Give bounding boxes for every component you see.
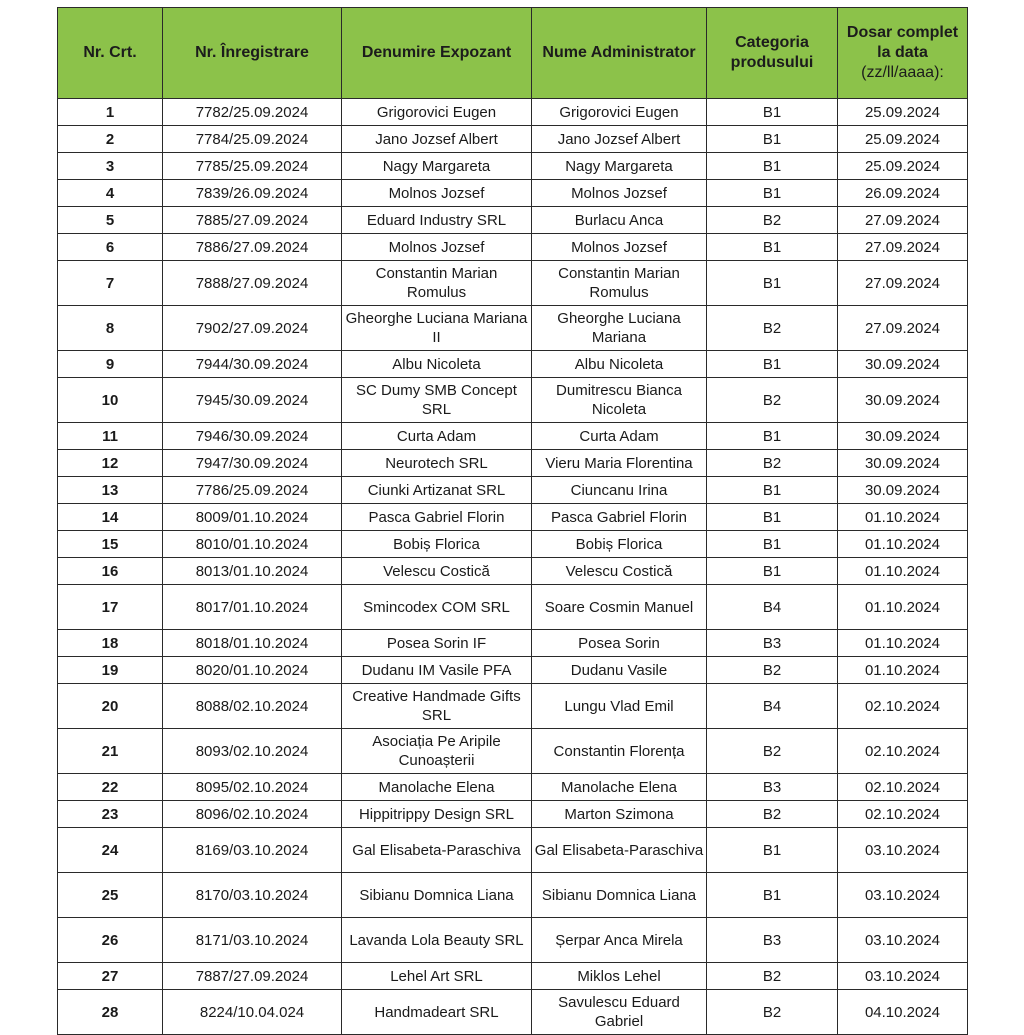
table-row	[58, 126, 968, 153]
row-number-cell: 14	[58, 504, 163, 531]
complete-file-date-cell: 03.10.2024	[838, 828, 968, 873]
administrator-name-cell: Miklos Lehel	[532, 963, 707, 990]
registration-number-cell: 7885/27.09.2024	[163, 207, 342, 234]
table-row	[58, 504, 968, 531]
registration-number-cell: 8224/10.04.024	[163, 990, 342, 1035]
registration-number-cell: 8169/03.10.2024	[163, 828, 342, 873]
table-row	[58, 477, 968, 504]
product-category-cell: B1	[707, 261, 838, 306]
exhibitor-name-cell: Posea Sorin IF	[342, 630, 532, 657]
complete-file-date-cell: 27.09.2024	[838, 261, 968, 306]
exhibitor-name-cell: Handmadeart SRL	[342, 990, 532, 1035]
exhibitor-name-cell: Constantin Marian Romulus	[342, 261, 532, 306]
row-number-cell: 23	[58, 801, 163, 828]
administrator-name-cell: Pasca Gabriel Florin	[532, 504, 707, 531]
administrator-name-cell: Sibianu Domnica Liana	[532, 873, 707, 918]
header-nr-inregistrare: Nr. Înregistrare	[163, 8, 342, 99]
header-categoria: Categoria produsului	[707, 8, 838, 99]
registration-number-cell: 8088/02.10.2024	[163, 684, 342, 729]
registration-number-cell: 8013/01.10.2024	[163, 558, 342, 585]
table-row	[58, 531, 968, 558]
complete-file-date-cell: 03.10.2024	[838, 963, 968, 990]
complete-file-date-cell: 27.09.2024	[838, 234, 968, 261]
exhibitor-name-cell: Grigorovici Eugen	[342, 99, 532, 126]
administrator-name-cell: Manolache Elena	[532, 774, 707, 801]
row-number-cell: 13	[58, 477, 163, 504]
administrator-name-cell: Lungu Vlad Emil	[532, 684, 707, 729]
product-category-cell: B1	[707, 423, 838, 450]
registration-number-cell: 7785/25.09.2024	[163, 153, 342, 180]
exhibitor-name-cell: Velescu Costică	[342, 558, 532, 585]
row-number-cell: 5	[58, 207, 163, 234]
administrator-name-cell: Curta Adam	[532, 423, 707, 450]
row-number-cell: 6	[58, 234, 163, 261]
registration-number-cell: 7947/30.09.2024	[163, 450, 342, 477]
row-number-cell: 3	[58, 153, 163, 180]
exhibitor-name-cell: Neurotech SRL	[342, 450, 532, 477]
registration-number-cell: 8020/01.10.2024	[163, 657, 342, 684]
exhibitor-name-cell: Smincodex COM SRL	[342, 585, 532, 630]
exhibitor-name-cell: Pasca Gabriel Florin	[342, 504, 532, 531]
administrator-name-cell: Savulescu Eduard Gabriel	[532, 990, 707, 1035]
table-row	[58, 873, 968, 918]
table-row	[58, 918, 968, 963]
product-category-cell: B1	[707, 180, 838, 207]
row-number-cell: 12	[58, 450, 163, 477]
exhibitor-name-cell: SC Dumy SMB Concept SRL	[342, 378, 532, 423]
complete-file-date-cell: 25.09.2024	[838, 153, 968, 180]
registration-number-cell: 7887/27.09.2024	[163, 963, 342, 990]
exhibitor-name-cell: Jano Jozsef Albert	[342, 126, 532, 153]
product-category-cell: B4	[707, 684, 838, 729]
product-category-cell: B1	[707, 477, 838, 504]
product-category-cell: B1	[707, 234, 838, 261]
table-row	[58, 180, 968, 207]
header-row	[58, 8, 968, 99]
table-row	[58, 423, 968, 450]
exhibitor-name-cell: Creative Handmade Gifts SRL	[342, 684, 532, 729]
exhibitor-name-cell: Ciunki Artizanat SRL	[342, 477, 532, 504]
registration-number-cell: 8171/03.10.2024	[163, 918, 342, 963]
table-row	[58, 828, 968, 873]
exhibitor-name-cell: Dudanu IM Vasile PFA	[342, 657, 532, 684]
row-number-cell: 15	[58, 531, 163, 558]
administrator-name-cell: Șerpar Anca Mirela	[532, 918, 707, 963]
product-category-cell: B2	[707, 378, 838, 423]
complete-file-date-cell: 01.10.2024	[838, 630, 968, 657]
exhibitor-name-cell: Manolache Elena	[342, 774, 532, 801]
administrator-name-cell: Dudanu Vasile	[532, 657, 707, 684]
row-number-cell: 17	[58, 585, 163, 630]
administrator-name-cell: Nagy Margareta	[532, 153, 707, 180]
administrator-name-cell: Constantin Marian Romulus	[532, 261, 707, 306]
row-number-cell: 19	[58, 657, 163, 684]
row-number-cell: 28	[58, 990, 163, 1035]
row-number-cell: 11	[58, 423, 163, 450]
registration-number-cell: 8010/01.10.2024	[163, 531, 342, 558]
header-nume-administrator: Nume Administrator	[532, 8, 707, 99]
row-number-cell: 21	[58, 729, 163, 774]
product-category-cell: B2	[707, 306, 838, 351]
exhibitor-name-cell: Gheorghe Luciana Mariana II	[342, 306, 532, 351]
registration-number-cell: 7902/27.09.2024	[163, 306, 342, 351]
product-category-cell: B2	[707, 207, 838, 234]
exhibitors-table	[57, 7, 968, 1035]
product-category-cell: B1	[707, 504, 838, 531]
product-category-cell: B4	[707, 585, 838, 630]
administrator-name-cell: Soare Cosmin Manuel	[532, 585, 707, 630]
product-category-cell: B1	[707, 558, 838, 585]
administrator-name-cell: Molnos Jozsef	[532, 234, 707, 261]
registration-number-cell: 7782/25.09.2024	[163, 99, 342, 126]
product-category-cell: B2	[707, 801, 838, 828]
complete-file-date-cell: 02.10.2024	[838, 729, 968, 774]
header-dosar-label: Dosar complet la data	[846, 24, 959, 61]
complete-file-date-cell: 02.10.2024	[838, 684, 968, 729]
complete-file-date-cell: 01.10.2024	[838, 657, 968, 684]
complete-file-date-cell: 30.09.2024	[838, 450, 968, 477]
administrator-name-cell: Molnos Jozsef	[532, 180, 707, 207]
product-category-cell: B1	[707, 531, 838, 558]
row-number-cell: 27	[58, 963, 163, 990]
exhibitor-name-cell: Albu Nicoleta	[342, 351, 532, 378]
complete-file-date-cell: 30.09.2024	[838, 351, 968, 378]
administrator-name-cell: Gheorghe Luciana Mariana	[532, 306, 707, 351]
administrator-name-cell: Albu Nicoleta	[532, 351, 707, 378]
product-category-cell: B3	[707, 774, 838, 801]
row-number-cell: 7	[58, 261, 163, 306]
exhibitor-name-cell: Eduard Industry SRL	[342, 207, 532, 234]
table-row	[58, 801, 968, 828]
table-row	[58, 774, 968, 801]
administrator-name-cell: Burlacu Anca	[532, 207, 707, 234]
table-row	[58, 729, 968, 774]
row-number-cell: 24	[58, 828, 163, 873]
registration-number-cell: 8170/03.10.2024	[163, 873, 342, 918]
registration-number-cell: 8096/02.10.2024	[163, 801, 342, 828]
product-category-cell: B2	[707, 450, 838, 477]
product-category-cell: B3	[707, 918, 838, 963]
complete-file-date-cell: 27.09.2024	[838, 207, 968, 234]
row-number-cell: 4	[58, 180, 163, 207]
complete-file-date-cell: 27.09.2024	[838, 306, 968, 351]
table-row	[58, 990, 968, 1035]
complete-file-date-cell: 03.10.2024	[838, 918, 968, 963]
table-row	[58, 630, 968, 657]
complete-file-date-cell: 30.09.2024	[838, 423, 968, 450]
table-row	[58, 234, 968, 261]
header-dosar-complet	[838, 8, 968, 99]
complete-file-date-cell: 26.09.2024	[838, 180, 968, 207]
complete-file-date-cell: 01.10.2024	[838, 585, 968, 630]
product-category-cell: B3	[707, 630, 838, 657]
exhibitor-name-cell: Bobiș Florica	[342, 531, 532, 558]
exhibitor-name-cell: Molnos Jozsef	[342, 234, 532, 261]
table-row	[58, 558, 968, 585]
table-row	[58, 684, 968, 729]
complete-file-date-cell: 02.10.2024	[838, 774, 968, 801]
complete-file-date-cell: 30.09.2024	[838, 477, 968, 504]
row-number-cell: 26	[58, 918, 163, 963]
exhibitor-name-cell: Gal Elisabeta-Paraschiva	[342, 828, 532, 873]
registration-number-cell: 7946/30.09.2024	[163, 423, 342, 450]
table-row	[58, 207, 968, 234]
table-row	[58, 351, 968, 378]
product-category-cell: B2	[707, 990, 838, 1035]
complete-file-date-cell: 02.10.2024	[838, 801, 968, 828]
administrator-name-cell: Grigorovici Eugen	[532, 99, 707, 126]
table-row	[58, 963, 968, 990]
product-category-cell: B1	[707, 126, 838, 153]
complete-file-date-cell: 01.10.2024	[838, 558, 968, 585]
registration-number-cell: 7944/30.09.2024	[163, 351, 342, 378]
header-dosar-format: (zz/ll/aaaa):	[861, 64, 944, 81]
complete-file-date-cell: 30.09.2024	[838, 378, 968, 423]
table-body	[58, 99, 968, 1035]
row-number-cell: 16	[58, 558, 163, 585]
complete-file-date-cell: 01.10.2024	[838, 504, 968, 531]
product-category-cell: B2	[707, 657, 838, 684]
exhibitor-name-cell: Nagy Margareta	[342, 153, 532, 180]
exhibitor-name-cell: Molnos Jozsef	[342, 180, 532, 207]
product-category-cell: B1	[707, 153, 838, 180]
registration-number-cell: 8009/01.10.2024	[163, 504, 342, 531]
product-category-cell: B1	[707, 873, 838, 918]
product-category-cell: B2	[707, 729, 838, 774]
row-number-cell: 25	[58, 873, 163, 918]
complete-file-date-cell: 04.10.2024	[838, 990, 968, 1035]
table-row	[58, 99, 968, 126]
table-row	[58, 261, 968, 306]
table-row	[58, 153, 968, 180]
exhibitor-name-cell: Lehel Art SRL	[342, 963, 532, 990]
header-denumire-expozant: Denumire Expozant	[342, 8, 532, 99]
exhibitor-name-cell: Curta Adam	[342, 423, 532, 450]
registration-number-cell: 7784/25.09.2024	[163, 126, 342, 153]
administrator-name-cell: Jano Jozsef Albert	[532, 126, 707, 153]
table-row	[58, 585, 968, 630]
exhibitor-name-cell: Asociația Pe Aripile Cunoașterii	[342, 729, 532, 774]
administrator-name-cell: Bobiș Florica	[532, 531, 707, 558]
table-row	[58, 450, 968, 477]
exhibitor-name-cell: Sibianu Domnica Liana	[342, 873, 532, 918]
row-number-cell: 1	[58, 99, 163, 126]
registration-number-cell: 7945/30.09.2024	[163, 378, 342, 423]
exhibitor-name-cell: Hippitrippy Design SRL	[342, 801, 532, 828]
row-number-cell: 8	[58, 306, 163, 351]
complete-file-date-cell: 01.10.2024	[838, 531, 968, 558]
administrator-name-cell: Posea Sorin	[532, 630, 707, 657]
complete-file-date-cell: 03.10.2024	[838, 873, 968, 918]
header-nr-crt: Nr. Crt.	[58, 8, 163, 99]
row-number-cell: 22	[58, 774, 163, 801]
product-category-cell: B2	[707, 963, 838, 990]
table-row	[58, 657, 968, 684]
product-category-cell: B1	[707, 828, 838, 873]
product-category-cell: B1	[707, 99, 838, 126]
row-number-cell: 10	[58, 378, 163, 423]
row-number-cell: 18	[58, 630, 163, 657]
row-number-cell: 2	[58, 126, 163, 153]
registration-number-cell: 8018/01.10.2024	[163, 630, 342, 657]
table-row	[58, 378, 968, 423]
registration-number-cell: 8017/01.10.2024	[163, 585, 342, 630]
registration-number-cell: 7786/25.09.2024	[163, 477, 342, 504]
registration-number-cell: 8095/02.10.2024	[163, 774, 342, 801]
row-number-cell: 20	[58, 684, 163, 729]
administrator-name-cell: Constantin Florența	[532, 729, 707, 774]
registration-number-cell: 8093/02.10.2024	[163, 729, 342, 774]
registration-number-cell: 7888/27.09.2024	[163, 261, 342, 306]
complete-file-date-cell: 25.09.2024	[838, 99, 968, 126]
table-row	[58, 306, 968, 351]
complete-file-date-cell: 25.09.2024	[838, 126, 968, 153]
administrator-name-cell: Dumitrescu Bianca Nicoleta	[532, 378, 707, 423]
registration-number-cell: 7886/27.09.2024	[163, 234, 342, 261]
exhibitor-name-cell: Lavanda Lola Beauty SRL	[342, 918, 532, 963]
administrator-name-cell: Vieru Maria Florentina	[532, 450, 707, 477]
administrator-name-cell: Velescu Costică	[532, 558, 707, 585]
administrator-name-cell: Gal Elisabeta-Paraschiva	[532, 828, 707, 873]
administrator-name-cell: Ciuncanu Irina	[532, 477, 707, 504]
row-number-cell: 9	[58, 351, 163, 378]
registration-number-cell: 7839/26.09.2024	[163, 180, 342, 207]
administrator-name-cell: Marton Szimona	[532, 801, 707, 828]
product-category-cell: B1	[707, 351, 838, 378]
